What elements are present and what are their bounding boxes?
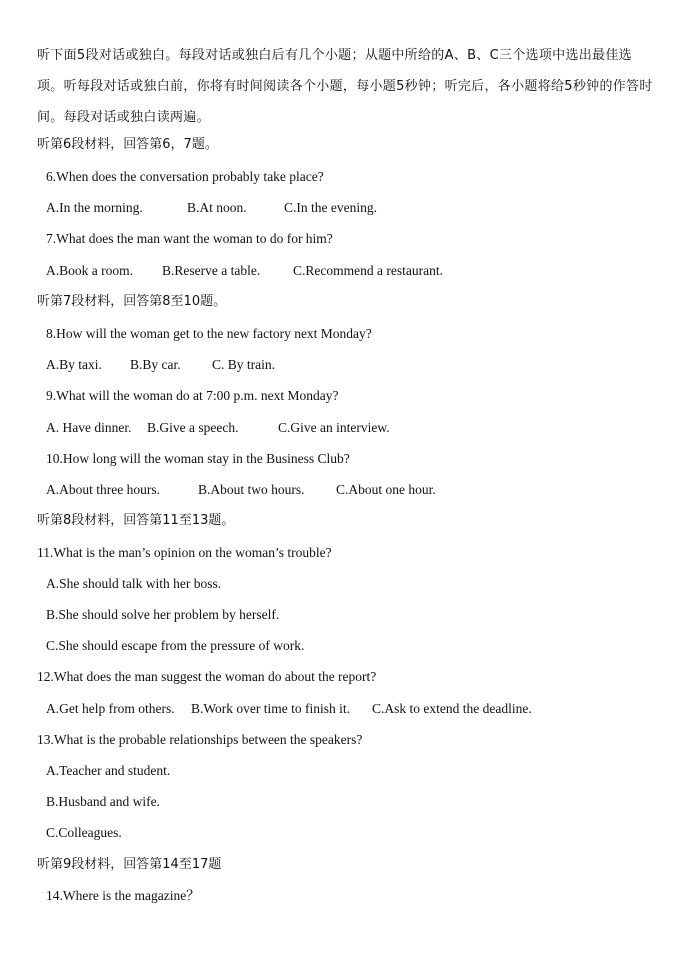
question-10-options <box>46 480 436 500</box>
option-8c: C. By train. <box>212 357 275 372</box>
option-6b: B.At noon. <box>187 200 247 215</box>
option-13b: B.Husband and wife. <box>46 794 160 809</box>
instructions-paragraph: 听下面5段对话或独白。每段对话或独白后有几个小题；从题中所给的A、B、C三个选项中选出最佳选项。听每段对话或独白前，你将有时间阅读各个小题，每小题5秒钟；听完后，各小题将给5秒钟的作答时间。每段对话或独白读两遍。 <box>37 48 653 125</box>
option-8b: B.By car. <box>130 357 181 372</box>
option-7c: C.Recommend a restaurant. <box>293 263 443 278</box>
option-9c: C.Give an interview. <box>278 420 390 435</box>
question-9-options <box>46 418 390 438</box>
question-8: 8.How will the woman get to the new factory next Monday? <box>46 326 372 341</box>
option-11c: C.She should escape from the pressure of work. <box>46 638 305 653</box>
question-12-options <box>46 699 532 719</box>
question-10: 10.How long will the woman stay in the Business Club? <box>46 451 350 466</box>
option-12b: B.Work over time to finish it. <box>191 701 351 716</box>
question-11: 11.What is the man’s opinion on the woman’s trouble? <box>37 545 332 560</box>
question-7-options <box>46 261 443 281</box>
option-7a: A.Book a room. <box>46 263 133 278</box>
question-6: 6.When does the conversation probably take place? <box>46 169 324 184</box>
option-10c: C.About one hour. <box>336 482 436 497</box>
question-14: 14.Where is the magazine？ <box>46 888 200 903</box>
section-9-heading: 听第9段材料，回答第14至17题 <box>37 857 222 872</box>
question-9: 9.What will the woman do at 7:00 p.m. next Monday? <box>46 388 339 403</box>
option-13a: A.Teacher and student. <box>46 763 171 778</box>
section-7-heading: 听第7段材料，回答第8至10题。 <box>37 294 227 309</box>
question-12: 12.What does the man suggest the woman do about the report? <box>37 669 377 684</box>
option-7b: B.Reserve a table. <box>162 263 261 278</box>
option-12a: A.Get help from others. <box>46 701 175 716</box>
question-13: 13.What is the probable relationships between the speakers? <box>37 732 363 747</box>
section-6-heading: 听第6段材料，回答第6，7题。 <box>37 137 218 152</box>
option-11b: B.She should solve her problem by herself. <box>46 607 280 622</box>
option-9a: A. Have dinner. <box>46 420 132 435</box>
option-13c: C.Colleagues. <box>46 825 122 840</box>
option-10a: A.About three hours. <box>46 482 160 497</box>
question-8-options <box>46 355 275 375</box>
question-6-options <box>46 198 377 218</box>
option-10b: B.About two hours. <box>198 482 305 497</box>
option-6c: C.In the evening. <box>284 200 377 215</box>
section-8-heading: 听第8段材料，回答第11至13题。 <box>37 513 235 528</box>
question-7: 7.What does the man want the woman to do for him? <box>46 231 333 246</box>
option-12c: C.Ask to extend the deadline. <box>372 701 532 716</box>
option-6a: A.In the morning. <box>46 200 143 215</box>
option-8a: A.By taxi. <box>46 357 102 372</box>
option-11a: A.She should talk with her boss. <box>46 576 222 591</box>
option-9b: B.Give a speech. <box>147 420 239 435</box>
